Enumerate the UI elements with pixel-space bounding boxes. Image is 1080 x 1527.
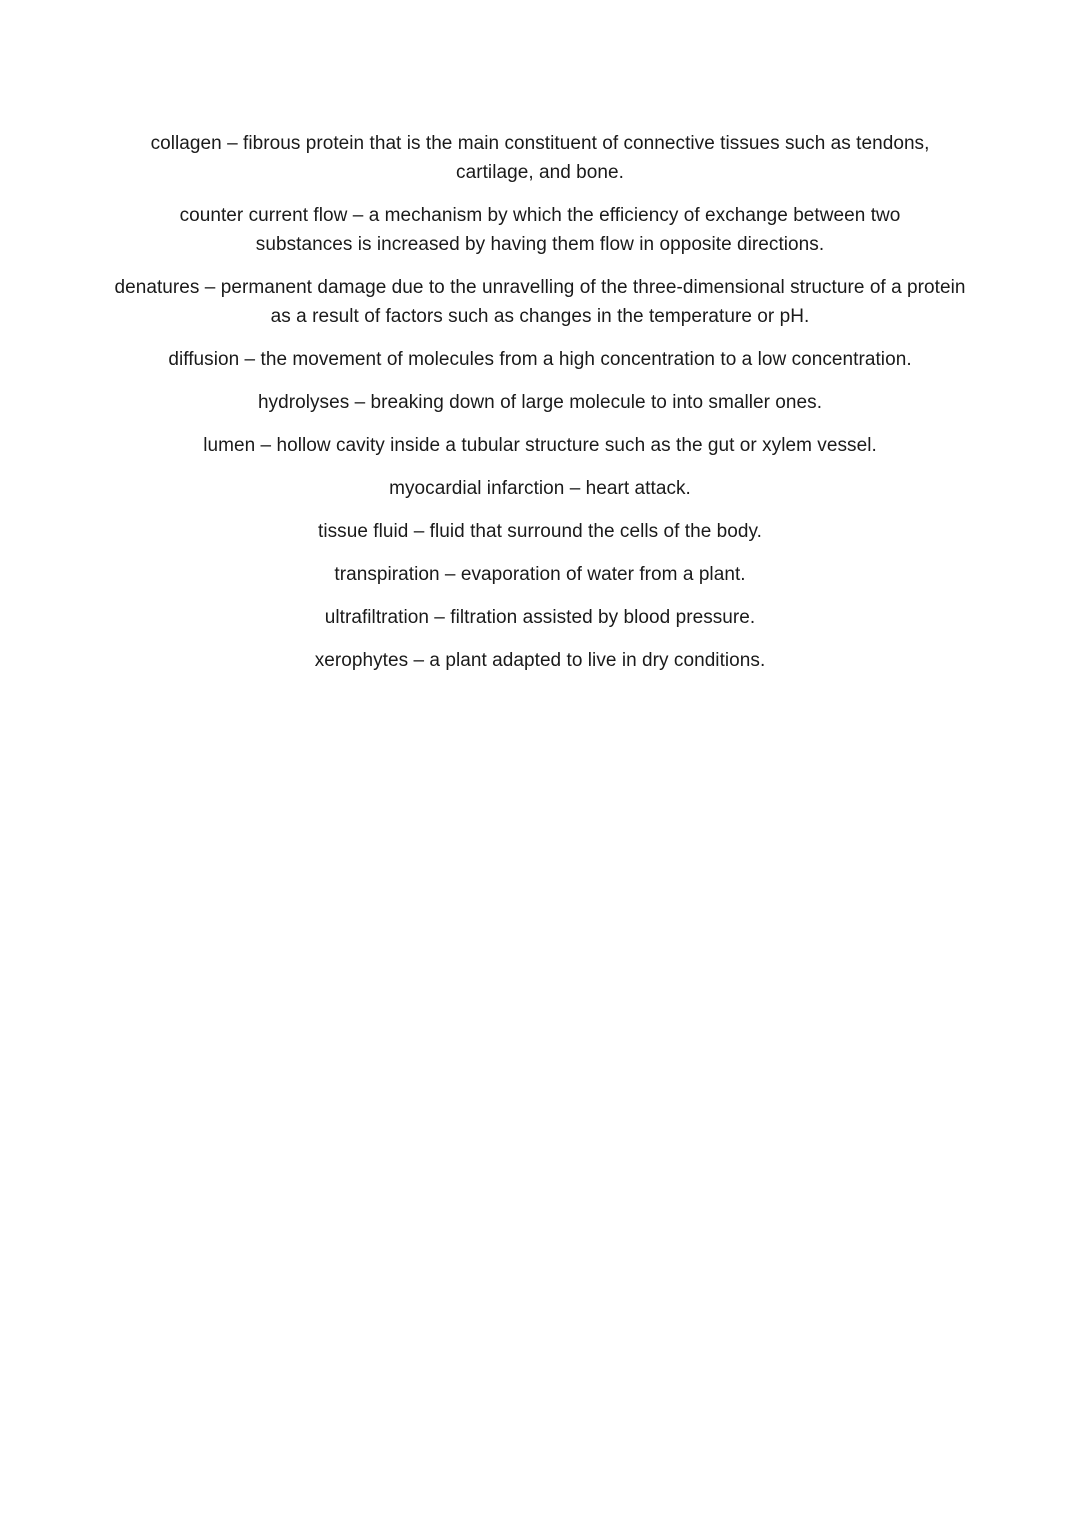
glossary-entry-xerophytes: xerophytes – a plant adapted to live in dry conditions. (314, 650, 766, 671)
glossary-entry-ultrafiltration: ultrafiltration – filtration assisted by blood pressure. (324, 607, 756, 628)
glossary-entry-lumen: lumen – hollow cavity inside a tubular structure such as the gut or xylem vessel. (203, 435, 877, 456)
glossary-entry-hydrolyses: hydrolyses – breaking down of large molecule to into smaller ones. (257, 392, 823, 413)
glossary-entry-collagen: collagen – fibrous protein that is the main constituent of connective tissues such as tendons, cartilage, and bone. (150, 133, 930, 183)
glossary-entry-denatures: denatures – permanent damage due to the unravelling of the three-dimensional structure of a protein as a result of factors such as changes in the temperature or pH. (114, 277, 966, 327)
glossary-entry-diffusion: diffusion – the movement of molecules from a high concentration to a low concentration. (168, 349, 912, 370)
glossary-entry-myocardial-infarction: myocardial infarction – heart attack. (389, 478, 691, 499)
glossary-list (110, 129, 970, 689)
glossary-entry-transpiration: transpiration – evaporation of water from a plant. (334, 564, 746, 585)
glossary-entry-tissue-fluid: tissue fluid – fluid that surround the cells of the body. (318, 521, 762, 542)
glossary-entry-counter-current-flow: counter current flow – a mechanism by which the efficiency of exchange between two substances is increased by having them flow in opposite directions. (179, 205, 901, 255)
